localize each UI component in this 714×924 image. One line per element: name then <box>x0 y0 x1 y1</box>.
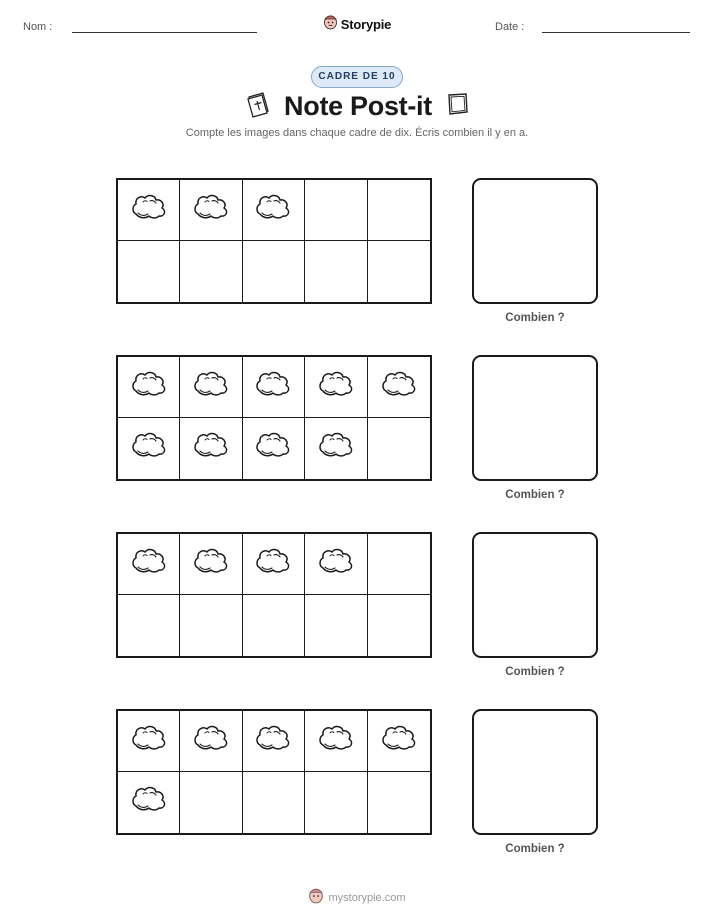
ten-frame-cell <box>180 241 242 302</box>
ten-frame-cell <box>243 180 305 241</box>
worksheet-type-badge: CADRE DE 10 <box>311 66 403 88</box>
ten-frame-cell <box>368 241 430 302</box>
post-it-note-icon <box>191 723 231 760</box>
footer <box>0 886 714 909</box>
post-it-note-icon <box>316 546 356 583</box>
ten-frame-cell <box>305 534 367 595</box>
ten-frame-cell <box>118 595 180 656</box>
post-it-note-icon <box>129 546 169 583</box>
post-it-note-icon <box>253 546 293 583</box>
ten-frame-cell <box>243 357 305 418</box>
post-it-note-icon <box>129 784 169 821</box>
post-it-note-icon <box>253 723 293 760</box>
ten-frame-3 <box>116 532 432 658</box>
post-it-note-icon <box>253 192 293 229</box>
ten-frame-cell <box>118 241 180 302</box>
ten-frame-cell <box>243 241 305 302</box>
ten-frame-cell <box>243 711 305 772</box>
answer-box-2[interactable] <box>472 355 598 481</box>
ten-frame-cell <box>180 595 242 656</box>
ten-frame-cell <box>243 595 305 656</box>
ten-frame-cell <box>243 534 305 595</box>
ten-frame-cell <box>118 418 180 479</box>
ten-frame-cell <box>180 357 242 418</box>
answer-label-4: Combien ? <box>505 843 565 855</box>
ten-frame-cell <box>180 534 242 595</box>
ten-frame-cell <box>118 772 180 833</box>
ten-frame-cell <box>305 418 367 479</box>
post-it-note-icon <box>379 723 419 760</box>
post-it-note-icon <box>253 369 293 406</box>
ten-frame-4 <box>116 709 432 835</box>
ten-frame-1 <box>116 178 432 304</box>
storypie-mascot-icon <box>323 13 338 35</box>
answer-label-1: Combien ? <box>505 312 565 324</box>
name-label: Nom : <box>23 21 53 33</box>
ten-frame-cell <box>305 595 367 656</box>
ten-frame-cell <box>180 418 242 479</box>
page-title: Note Post-it <box>284 91 432 121</box>
ten-frame-cell <box>368 180 430 241</box>
ten-frame-cell <box>305 711 367 772</box>
post-it-note-icon <box>191 546 231 583</box>
answer-box-4[interactable] <box>472 709 598 835</box>
sticky-note-icon <box>444 91 470 122</box>
ten-frame-cell <box>118 357 180 418</box>
post-it-note-icon <box>129 192 169 229</box>
ten-frame-cell <box>243 772 305 833</box>
storypie-mascot-icon <box>308 886 324 909</box>
ten-frame-cell <box>118 711 180 772</box>
ten-frame-cell <box>243 418 305 479</box>
post-it-note-icon <box>316 369 356 406</box>
post-it-note-icon <box>129 723 169 760</box>
answer-label-2: Combien ? <box>505 489 565 501</box>
post-it-note-icon <box>191 192 231 229</box>
date-label: Date : <box>495 21 525 33</box>
post-it-pad-icon <box>244 90 272 123</box>
ten-frame-cell <box>118 534 180 595</box>
ten-frame-cell <box>180 772 242 833</box>
answer-label-3: Combien ? <box>505 666 565 678</box>
instructions: Compte les images dans chaque cadre de dix. Écris combien il y en a. <box>185 127 529 139</box>
ten-frame-cell <box>368 357 430 418</box>
ten-frame-2 <box>116 355 432 481</box>
post-it-note-icon <box>253 430 293 467</box>
post-it-note-icon <box>316 723 356 760</box>
ten-frame-cell <box>368 534 430 595</box>
post-it-note-icon <box>129 369 169 406</box>
ten-frame-cell <box>368 772 430 833</box>
post-it-note-icon <box>316 430 356 467</box>
ten-frame-cell <box>305 241 367 302</box>
ten-frame-cell <box>180 711 242 772</box>
ten-frame-cell <box>305 357 367 418</box>
ten-frame-cell <box>118 180 180 241</box>
ten-frame-cell <box>368 711 430 772</box>
post-it-note-icon <box>129 430 169 467</box>
post-it-note-icon <box>191 430 231 467</box>
ten-frame-cell <box>180 180 242 241</box>
answer-box-3[interactable] <box>472 532 598 658</box>
date-line[interactable] <box>542 32 690 33</box>
ten-frame-cell <box>305 180 367 241</box>
footer-site: mystorypie.com <box>328 891 406 904</box>
ten-frame-cell <box>305 772 367 833</box>
ten-frame-cell <box>368 418 430 479</box>
post-it-note-icon <box>191 369 231 406</box>
ten-frame-cell <box>368 595 430 656</box>
post-it-note-icon <box>379 369 419 406</box>
brand-name: Storypie <box>340 16 392 32</box>
answer-box-1[interactable] <box>472 178 598 304</box>
